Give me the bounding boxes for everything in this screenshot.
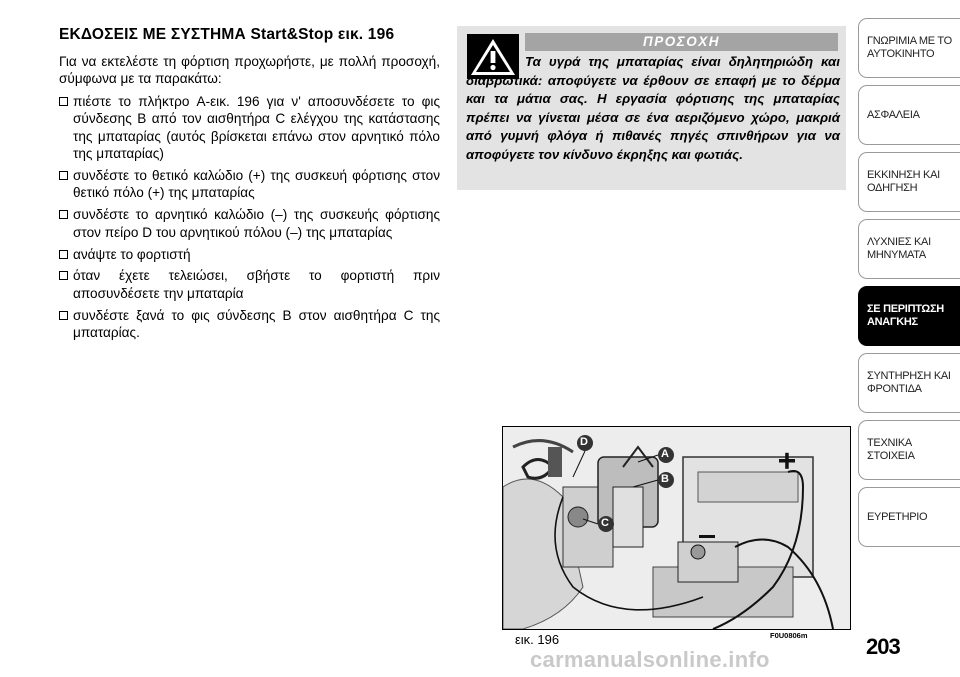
figure-code: F0U0806m <box>770 631 808 640</box>
section-heading: ΕΚΔΟΣΕΙΣ ΜΕ ΣΥΣΤΗΜΑ Start&Stop εικ. 196 <box>59 26 395 43</box>
label-b: B <box>661 473 669 485</box>
tab-label: ΛΥΧΝΙΕΣ ΚΑΙ ΜΗΝΥΜΑΤΑ <box>867 236 931 261</box>
checkbox-bullet-icon <box>59 171 68 180</box>
figure-caption: εικ. 196 <box>515 632 560 647</box>
warning-box <box>457 26 846 190</box>
step-text: συνδέστε το αρνητικό καλώδιο (–) της συσκευής φόρτισης στον πείρο D του αρνητικού πόλου (–) της μπαταρίας <box>73 207 440 240</box>
chapter-tabs <box>858 18 960 554</box>
watermark: carmanualsonline.info <box>530 647 770 672</box>
page-number: 203 <box>866 634 900 659</box>
list-item <box>59 307 440 342</box>
warning-text: Τα υγρά της μπαταρίας είναι δηλητηριώδη και διαβρωτικά: αποφύγετε να έρθουν σε επαφή με το δέρμα και τα μάτια σας. Η εργασία φόρτισης της μπαταρίας πρέπει να γίνεται μέσα σε ένα αεριζόμενο χώρο, μακριά από γυμνή φλόγα ή πιθανές πηγές σπινθήρων για να αποφύγετε τον κίνδυνο έκρηξης και φωτιάς. <box>466 54 840 162</box>
tab-index[interactable] <box>858 487 960 547</box>
list-item <box>59 267 440 302</box>
tab-maintenance[interactable] <box>858 353 960 413</box>
list-item <box>59 93 440 163</box>
tab-label: ΓΝΩΡΙΜΙΑ ΜΕ ΤΟ ΑΥΤΟΚΙΝΗΤΟ <box>867 35 952 60</box>
main-content <box>59 26 440 346</box>
steps-list <box>59 93 440 342</box>
step-text: ανάψτε το φορτιστή <box>73 246 191 262</box>
list-item <box>59 206 440 241</box>
tab-emergency[interactable] <box>858 286 960 346</box>
tab-label: ΕΥΡΕΤΗΡΙΟ <box>867 510 928 523</box>
intro-paragraph: Για να εκτελέστε τη φόρτιση προχωρήστε, με πολλή προσοχή, σύμφωνα με τα παρακάτω: <box>59 54 440 87</box>
tab-starting-driving[interactable] <box>858 152 960 212</box>
checkbox-bullet-icon <box>59 311 68 320</box>
checkbox-bullet-icon <box>59 271 68 280</box>
tab-technical-data[interactable] <box>858 420 960 480</box>
warning-title: ΠΡΟΣΟΧΗ <box>525 33 838 51</box>
tab-label: ΕΚΚΙΝΗΣΗ ΚΑΙ ΟΔΗΓΗΣΗ <box>867 169 940 194</box>
checkbox-bullet-icon <box>59 210 68 219</box>
list-item <box>59 167 440 202</box>
tab-label: ΑΣΦΑΛΕΙΑ <box>867 108 920 121</box>
step-text: όταν έχετε τελειώσει, σβήστε το φορτιστή πριν αποσυνδέσετε την μπαταρία <box>73 268 440 301</box>
tab-safety[interactable] <box>858 85 960 145</box>
tab-getting-to-know[interactable] <box>858 18 960 78</box>
label-c: C <box>601 517 609 529</box>
battery-illustration <box>502 426 851 630</box>
tab-label: ΣΕ ΠΕΡΙΠΤΩΣΗ ΑΝΑΓΚΗΣ <box>867 303 944 328</box>
tab-label: ΣΥΝΤΗΡΗΣΗ ΚΑΙ ΦΡΟΝΤΙΔΑ <box>867 370 951 395</box>
checkbox-bullet-icon <box>59 97 68 106</box>
label-d: D <box>580 436 588 448</box>
label-a: A <box>661 448 669 460</box>
tab-label: ΤΕΧΝΙΚΑ ΣΤΟΙΧΕΙΑ <box>867 437 915 462</box>
tab-lights-messages[interactable] <box>858 219 960 279</box>
step-text: συνδέστε ξανά το φις σύνδεσης B στον αισθητήρα C της μπαταρίας. <box>73 307 440 341</box>
checkbox-bullet-icon <box>59 250 68 259</box>
step-text: συνδέστε το θετικό καλώδιο (+) της συσκευή φόρτισης στον θετικό πόλο (+) της μπαταρίας <box>73 167 440 201</box>
step-text: πιέστε το πλήκτρο A-εικ. 196 για ν' αποσυνδέσετε το φις σύνδεσης B από τον αισθητήρα C ελέγχου της κατάστασης της μπαταρίας (αυτός βρίσκεται επάνω στον αρνητικό πόλο της μπαταρίας) <box>73 93 440 162</box>
list-item <box>59 246 440 263</box>
